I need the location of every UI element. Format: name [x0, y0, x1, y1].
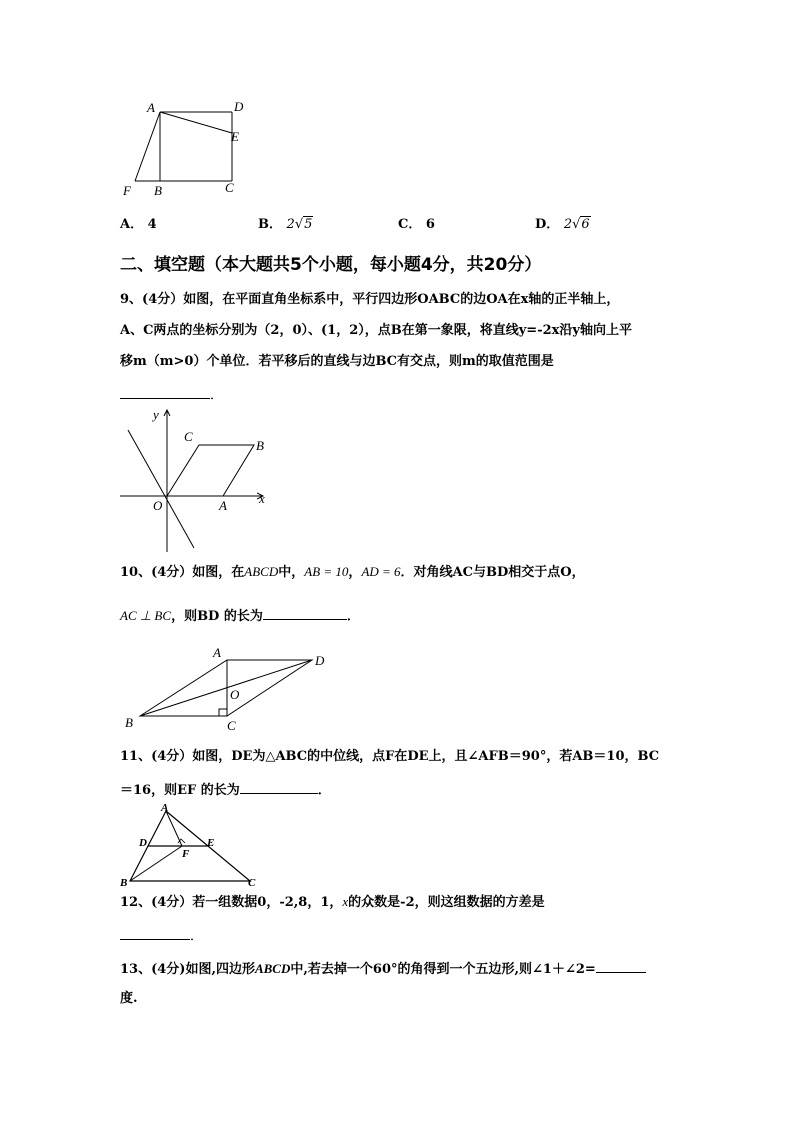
label-E: E	[207, 837, 215, 849]
q12-x: x	[342, 894, 349, 909]
label-O: O	[230, 687, 240, 702]
label-A: A	[219, 498, 227, 513]
q12-answer	[120, 925, 203, 946]
label-D: D	[234, 99, 244, 114]
label-A: A	[161, 802, 169, 814]
q13-answer-blank[interactable]	[596, 958, 646, 973]
q13-line2: 度.	[120, 991, 138, 1006]
q10-rest: ．对角线AC与BD相交于点O，	[400, 565, 585, 580]
q11-line2-text: ＝16，则EF 的长为	[120, 783, 240, 798]
label-C: C	[227, 718, 236, 733]
label-y: y	[153, 407, 159, 422]
label-E: E	[231, 129, 239, 144]
q10-answer-blank[interactable]	[263, 605, 347, 620]
label-B: B	[125, 715, 133, 730]
q9-line2: A、C两点的坐标分别为（2，0）、(1，2），点B在第一象限，将直线y=-2x沿y轴向上平	[120, 323, 632, 338]
option-b-coef: 2	[286, 217, 295, 232]
label-B: B	[120, 877, 128, 888]
q11-line2	[120, 779, 331, 800]
q12-text2: 的众数是-2，则这组数据的方差是	[348, 895, 545, 910]
sqrt-symbol: √6	[572, 217, 590, 232]
q10-perp: AC ⊥ BC	[120, 608, 172, 623]
q12-text: 12、(4分）若一组数据0，-2,8，1，	[120, 895, 343, 910]
q10-prefix: 10、(4分）如图，在	[120, 565, 245, 580]
q10-line1	[120, 563, 585, 582]
q11-answer-blank[interactable]	[240, 779, 318, 794]
q12-end: ．	[190, 929, 204, 944]
option-d-coef: 2	[563, 217, 573, 232]
option-a-prefix: A．	[120, 217, 144, 232]
option-c-value: 6	[425, 217, 435, 232]
q13-text: 13、(4分)如图,四边形	[120, 962, 255, 977]
option-d	[535, 213, 591, 232]
label-D: D	[315, 653, 325, 668]
figure-coordinate-parallelogram	[115, 404, 275, 554]
q13-abcd: ABCD	[254, 961, 291, 976]
option-c	[398, 213, 435, 232]
q10-line2	[120, 605, 360, 626]
label-D: D	[139, 837, 147, 849]
sqrt-symbol: √5	[294, 217, 313, 232]
q9-end: ．	[210, 388, 224, 403]
label-A: A	[213, 645, 221, 660]
q10-end: ．	[346, 609, 360, 624]
q10-tail: ，则BD 的长为	[171, 609, 263, 624]
label-x: x	[259, 491, 265, 506]
q12-answer-blank[interactable]	[120, 925, 190, 940]
option-b-rad: 5	[304, 217, 313, 232]
option-b	[258, 213, 313, 232]
q10-abcd: ABCD	[244, 564, 279, 579]
label-C: C	[225, 180, 234, 195]
q10-mid1: 中，	[278, 565, 305, 580]
option-c-prefix: C．	[398, 217, 422, 232]
q9-line3: 移m（m>0）个单位．若平移后的直线与边BC有交点，则m的取值范围是	[120, 354, 554, 369]
option-d-prefix: D．	[535, 217, 560, 232]
q13-text2: 中,若去掉一个60°的角得到一个五边形,则∠1＋∠2=	[290, 962, 596, 977]
figure-parallelogram-abcd	[115, 645, 345, 737]
section-title: 二、填空题（本大题共5个小题，每小题4分，共20分）	[120, 255, 542, 275]
label-B: B	[154, 183, 162, 198]
q13-line1	[120, 958, 646, 979]
q9-line1: 9、(4分）如图，在平面直角坐标系中，平行四边形OABC的边OA在x轴的正半轴上，	[120, 292, 620, 307]
q10-ab: AB = 10	[304, 564, 349, 579]
figure-rectangle-afbcde	[115, 95, 255, 200]
label-O: O	[153, 498, 163, 513]
q12-line1	[120, 893, 545, 912]
option-d-rad: 6	[581, 217, 590, 232]
q11-line1: 11、(4分）如图，DE为△ABC的中位线，点F在DE上，且∠AFB＝90°，若AB＝10，BC	[120, 749, 660, 764]
q9-answer	[120, 384, 223, 405]
figure-triangle-abc	[115, 800, 265, 888]
q10-ad: AD = 6	[361, 564, 401, 579]
q9-answer-blank[interactable]	[120, 384, 210, 399]
label-C: C	[248, 877, 256, 888]
option-a-value: 4	[147, 217, 157, 232]
label-F: F	[123, 183, 131, 198]
option-a	[120, 213, 157, 232]
option-b-prefix: B．	[258, 217, 282, 232]
q10-comma: ，	[348, 565, 362, 580]
label-C: C	[184, 429, 193, 444]
label-B: B	[256, 438, 264, 453]
q11-end: ．	[317, 783, 331, 798]
label-A: A	[147, 100, 155, 115]
label-F: F	[182, 848, 190, 860]
